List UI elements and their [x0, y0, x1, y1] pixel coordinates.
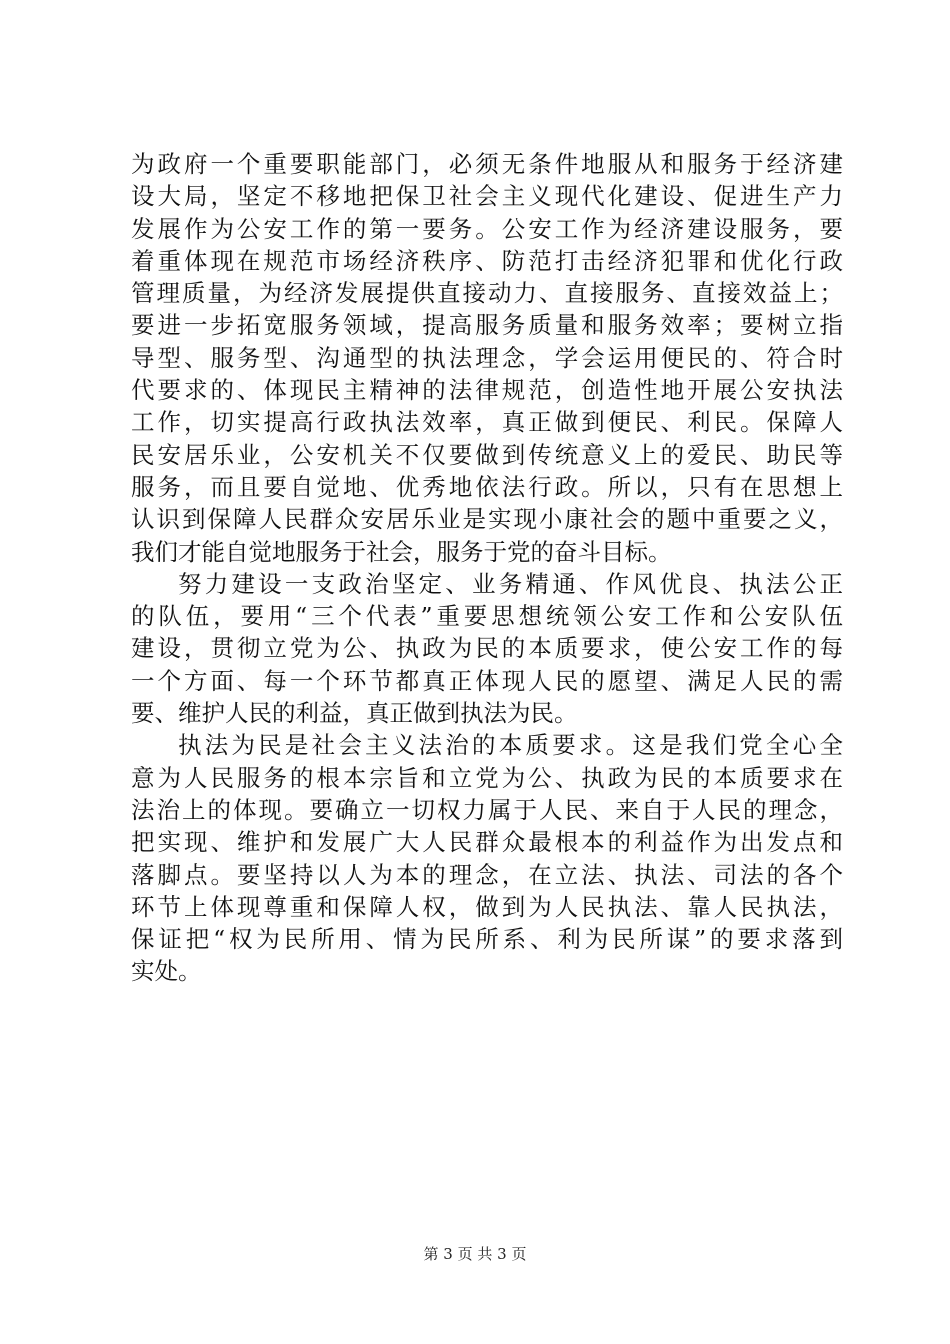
text-line: 民安居乐业，公安机关不仅要做到传统意义上的爱民、助民等 — [131, 440, 843, 469]
text-line: 工作，切实提高行政执法效率，真正做到便民、利民。保障人 — [131, 408, 843, 437]
text-line: 建设，贯彻立党为公、执政为民的本质要求，使公安工作的每 — [131, 634, 843, 663]
text-line: 要进一步拓宽服务领域，提高服务质量和服务效率；要树立指 — [131, 311, 843, 340]
text-line: 管理质量，为经济发展提供直接动力、直接服务、直接效益上； — [131, 279, 843, 308]
paragraph — [131, 568, 843, 729]
text-line: 努力建设一支政治坚定、业务精通、作风优良、执法公正 — [178, 569, 843, 598]
text-line: 发展作为公安工作的第一要务。公安工作为经济建设服务，要 — [131, 214, 843, 243]
text-line: 把实现、维护和发展广大人民群众最根本的利益作为出发点和 — [131, 828, 843, 857]
text-line: 认识到保障人民群众安居乐业是实现小康社会的题中重要之义， — [131, 505, 843, 534]
text-line: 法治上的体现。要确立一切权力属于人民、来自于人民的理念， — [131, 795, 843, 824]
text-line: 为政府一个重要职能部门，必须无条件地服从和服务于经济建 — [131, 150, 843, 178]
text-line: 的队伍，要用“三个代表”重要思想统领公安工作和公安队伍 — [131, 602, 843, 631]
text-line: 代要求的、体现民主精神的法律规范，创造性地开展公安执法 — [131, 376, 843, 405]
text-line: 要、维护人民的利益，真正做到执法为民。 — [131, 699, 578, 728]
text-line: 实处。 — [131, 957, 202, 986]
text-line: 落脚点。要坚持以人为本的理念，在立法、执法、司法的各个 — [131, 860, 843, 889]
text-line: 着重体现在规范市场经济秩序、防范打击经济犯罪和优化行政 — [131, 246, 843, 275]
text-line: 一个方面、每一个环节都真正体现人民的愿望、满足人民的需 — [131, 666, 843, 695]
text-line: 设大局，坚定不移地把保卫社会主义现代化建设、促进生产力 — [131, 182, 843, 211]
text-line: 我们才能自觉地服务于社会，服务于党的奋斗目标。 — [131, 537, 672, 566]
paragraph — [131, 148, 843, 568]
text-line: 意为人民服务的根本宗旨和立党为公、执政为民的本质要求在 — [131, 763, 843, 792]
text-line: 服务，而且要自觉地、优秀地依法行政。所以，只有在思想上 — [131, 472, 843, 501]
page-footer: 第 3 页 共 3 页 — [423, 1245, 527, 1263]
text-line: 保证把“权为民所用、情为民所系、利为民所谋”的要求落到 — [131, 925, 843, 954]
text-line: 环节上体现尊重和保障人权，做到为人民执法、靠人民执法， — [131, 892, 843, 921]
text-line: 执法为民是社会主义法治的本质要求。这是我们党全心全 — [178, 731, 843, 760]
text-line: 导型、服务型、沟通型的执法理念，学会运用便民的、符合时 — [131, 343, 843, 372]
paragraph — [131, 729, 843, 987]
document-body — [131, 148, 843, 988]
